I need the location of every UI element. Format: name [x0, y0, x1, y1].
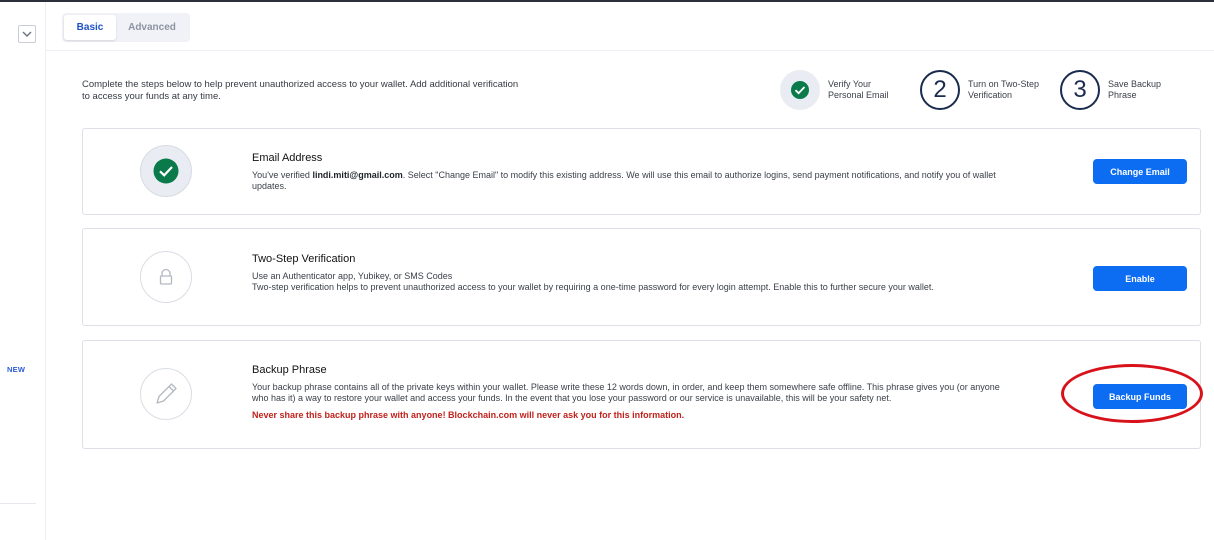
- step-complete-indicator: [780, 70, 820, 110]
- description-text: . Select "Change Email" to modify this existing address. We will use this email to authorize logins, send payment notifications, and notify you of wallet updates.: [252, 170, 996, 191]
- chevron-down-icon: [22, 31, 32, 37]
- change-email-button[interactable]: Change Email: [1093, 159, 1187, 184]
- check-icon: [153, 158, 179, 184]
- description-text: You've verified: [252, 170, 313, 180]
- step-verify-email: [780, 70, 908, 110]
- two-step-status-indicator: [140, 251, 192, 303]
- card-description: [252, 170, 1012, 192]
- pencil-icon: [152, 380, 180, 408]
- sidebar-divider: [0, 503, 36, 504]
- intro-text: Complete the steps below to help prevent unauthorized access to your wallet. Add additional verification to access your funds at any time.: [82, 79, 519, 102]
- top-border: [0, 0, 1214, 2]
- highlight-annotation: [1061, 364, 1203, 423]
- verified-email: lindi.miti@gmail.com: [312, 170, 403, 180]
- card-title: Two-Step Verification: [252, 253, 356, 265]
- card-subtitle: Use an Authenticator app, Yubikey, or SMS Codes: [252, 271, 453, 281]
- check-icon: [790, 80, 810, 100]
- step-two-step: [920, 70, 1048, 110]
- step-backup-phrase: [1060, 70, 1188, 110]
- two-step-verification-card: [82, 228, 1201, 326]
- card-description: Your backup phrase contains all of the private keys within your wallet. Please write these 12 words down, in order, and keep them somewhere safe offline. This phrase gives you (or anyone who has it) a way to restore your wallet and access your funds. In the event that you lose your password or our service is unavailable, this will be your safety net.: [252, 382, 1000, 403]
- tab-basic[interactable]: Basic: [64, 15, 116, 40]
- step-number: 2: [920, 70, 960, 110]
- card-title: Backup Phrase: [252, 364, 327, 376]
- card-description: Two-step verification helps to prevent unauthorized access to your wallet by requiring a one-time password for every login attempt. Enable this to further secure your wallet.: [252, 282, 934, 292]
- email-address-card: [82, 128, 1201, 215]
- left-sidebar: [0, 2, 46, 540]
- step-label: Verify Your Personal Email: [828, 79, 889, 100]
- step-number: 3: [1060, 70, 1100, 110]
- backup-status-indicator: [140, 368, 192, 420]
- card-title: Email Address: [252, 152, 323, 164]
- new-badge: NEW: [7, 365, 26, 374]
- tab-advanced[interactable]: Advanced: [128, 22, 176, 33]
- backup-funds-button[interactable]: Backup Funds: [1093, 384, 1187, 409]
- backup-warning: Never share this backup phrase with anyone! Blockchain.com will never ask you for this information.: [252, 410, 685, 420]
- backup-phrase-card: [82, 340, 1201, 449]
- collapse-toggle-button[interactable]: [18, 25, 36, 43]
- settings-tabs: [62, 13, 190, 42]
- header-divider: [46, 50, 1214, 51]
- step-label: Save Backup Phrase: [1108, 79, 1162, 100]
- lock-icon: [157, 268, 175, 286]
- step-label: Turn on Two-Step Verification: [968, 79, 1040, 100]
- enable-two-step-button[interactable]: Enable: [1093, 266, 1187, 291]
- email-status-indicator: [140, 145, 192, 197]
